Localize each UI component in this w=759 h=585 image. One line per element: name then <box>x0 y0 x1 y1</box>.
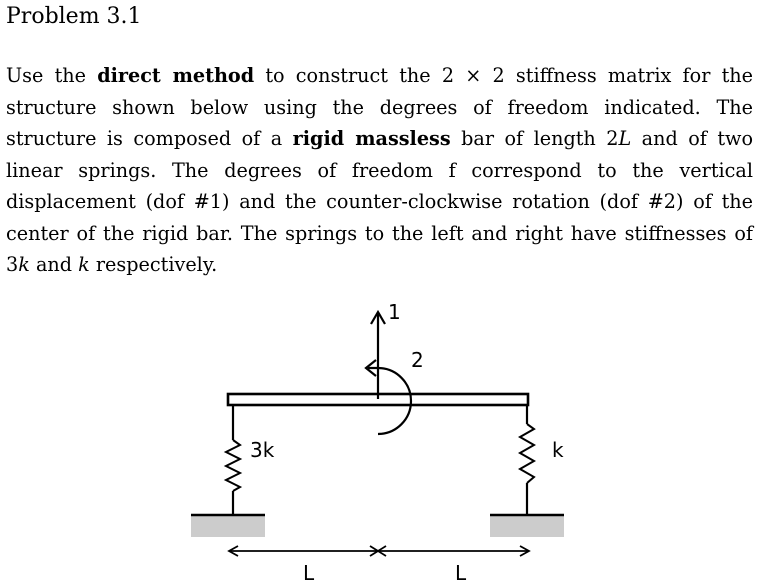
left-ground-support <box>191 515 265 537</box>
statement-text: respectively. <box>89 253 218 276</box>
right-spring-label: k <box>552 438 564 462</box>
left-length-label: L <box>303 561 315 585</box>
statement-text: Use the <box>6 64 98 87</box>
right-dimension-line <box>378 546 529 556</box>
statement-math-k: k <box>18 253 30 276</box>
statement-text: and of two linear springs. The degrees of freedom f correspond to the vertical displacement (dof #1) and the counter-clockwise rotation (dof #2) of the center of the rigid bar. The springs to the left and right have stiffnesses of 3 <box>6 127 754 276</box>
problem-title: Problem 3.1 <box>6 4 142 29</box>
statement-bold-direct-method: direct method <box>97 64 255 87</box>
dof2-label: 2 <box>411 348 424 372</box>
statement-bold-rigid-massless: rigid massless <box>292 127 451 150</box>
left-spring <box>226 405 240 515</box>
right-length-label: L <box>455 561 467 585</box>
left-spring-label: 3k <box>250 438 275 462</box>
statement-text: and <box>29 253 79 276</box>
left-dimension-line <box>229 546 378 556</box>
statement-math-L: L <box>618 127 632 150</box>
statement-math-k: k <box>78 253 90 276</box>
right-spring <box>520 405 534 515</box>
dof1-label: 1 <box>388 300 401 324</box>
statement-text: to construct the 2 × 2 stiffness matrix for the structure shown below using the degrees of freedom indicated. The structure is composed of a <box>6 64 754 150</box>
statement-text: bar of length 2 <box>450 127 619 150</box>
right-ground-support <box>490 515 564 537</box>
